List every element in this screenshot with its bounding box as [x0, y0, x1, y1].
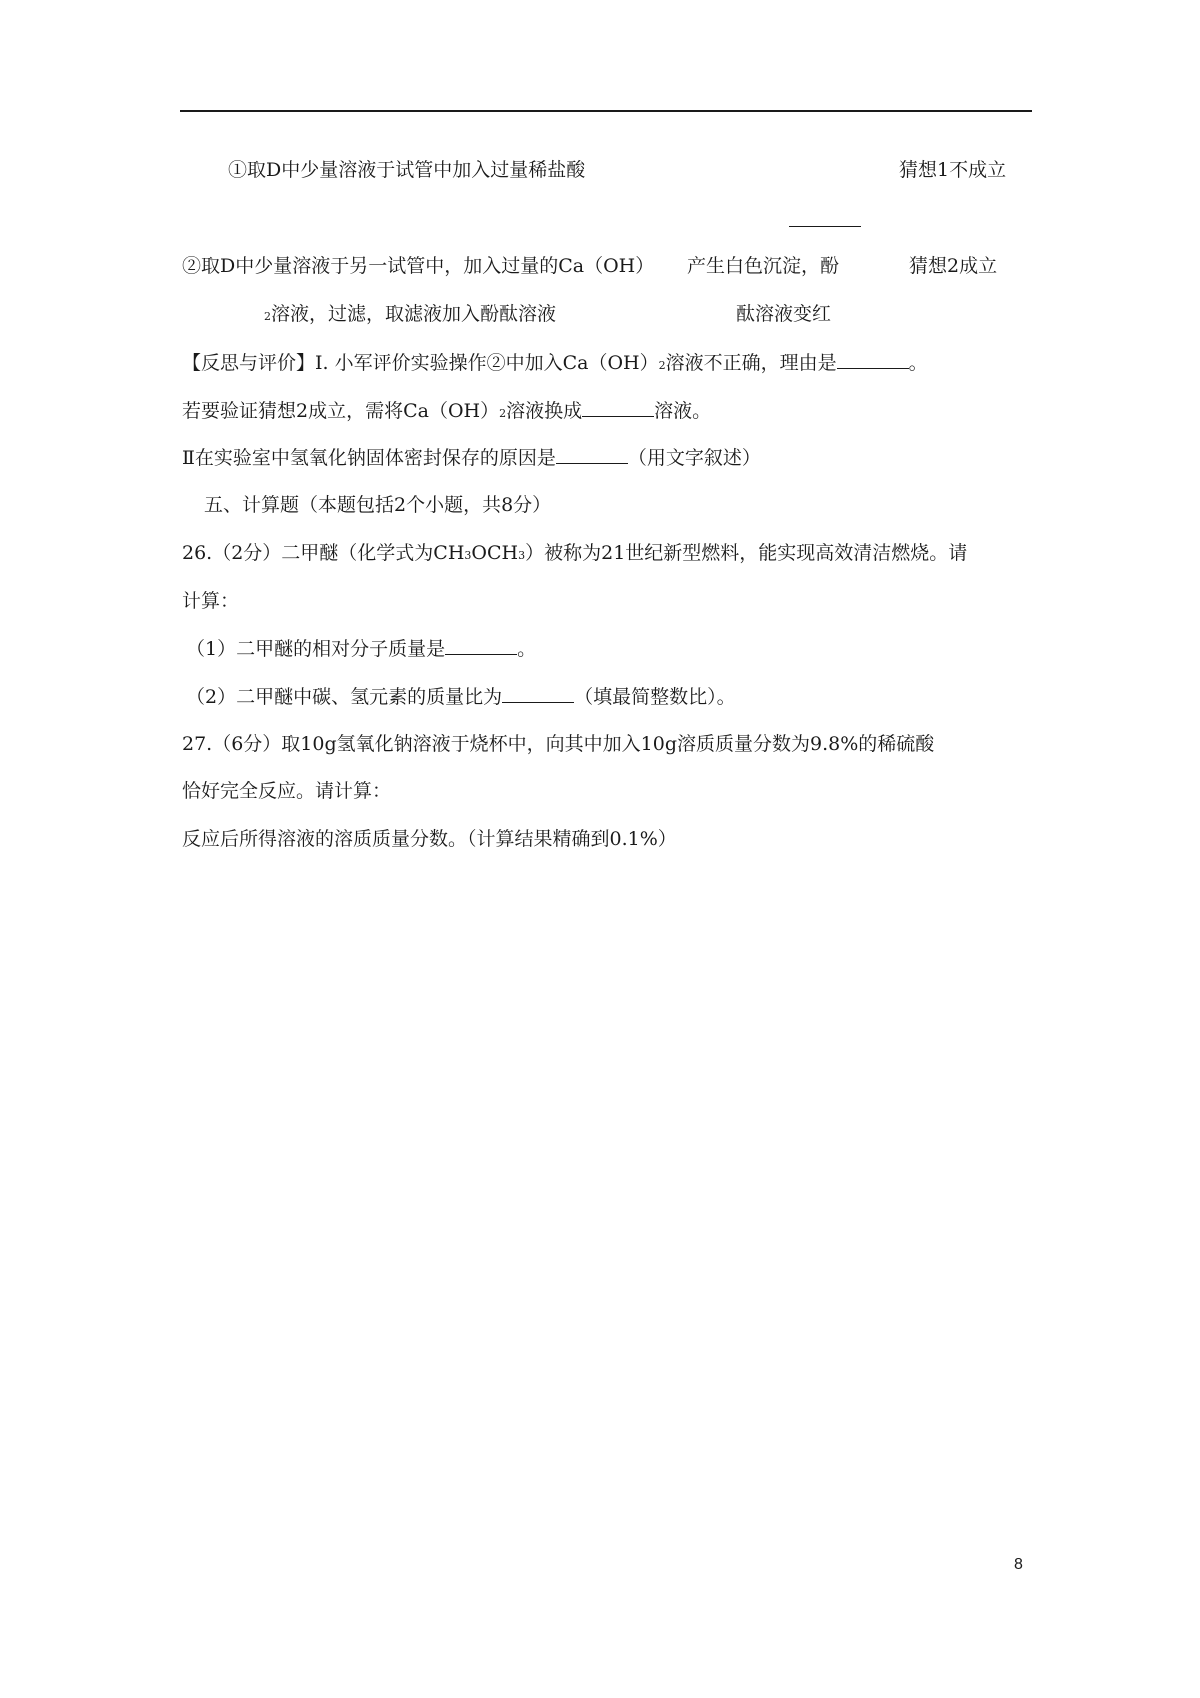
section-title: 五、计算题（本题包括2个小题，共8分）: [204, 494, 552, 516]
answer-blank: [789, 208, 861, 227]
answer-blank: [502, 684, 574, 703]
answer-blank: [556, 445, 628, 464]
row2-phenomenon-line1: 产生白色沉淀，酚: [687, 255, 840, 277]
answer-blank: [582, 398, 654, 417]
row2-phenomenon-line2: 酞溶液变红: [736, 303, 832, 325]
q26-part1: （1）二甲醚的相对分子质量是 。: [186, 638, 537, 660]
q26-line2: 计算：: [182, 590, 240, 612]
q27-line1: 27.（6分）取10g氢氧化钠溶液于烧杯中，向其中加入10g溶质质量分数为9.8%的稀硫酸: [182, 733, 935, 755]
row2-step-line1: ②取D中少量溶液于另一试管中，加入过量的Ca（OH）: [182, 255, 655, 277]
row2-conclusion: 猜想2成立: [909, 255, 998, 277]
reflection-line2: 若要验证猜想2成立，需将Ca（OH）2溶液换成 溶液。: [182, 400, 712, 422]
row1-conclusion: 猜想1不成立: [899, 159, 1007, 181]
row2-step-line2: 2溶液，过滤，取滤液加入酚酞溶液: [264, 303, 557, 325]
row1-step: ①取D中少量溶液于试管中加入过量稀盐酸: [228, 159, 586, 181]
q26-part2: （2）二甲醚中碳、氢元素的质量比为 （填最简整数比）。: [186, 686, 736, 708]
row1-phenomenon-blank: [789, 208, 861, 233]
q27-line2: 恰好完全反应。请计算：: [182, 780, 392, 802]
answer-blank: [837, 350, 909, 369]
reflection-line1: 【反思与评价】Ⅰ. 小军评价实验操作②中加入Ca（OH）2溶液不正确，理由是 。: [182, 352, 928, 374]
q27-line3: 反应后所得溶液的溶质质量分数。（计算结果精确到0.1%）: [182, 828, 677, 850]
page-number: 8: [1014, 1556, 1023, 1573]
reflection-line3: Ⅱ在实验室中氢氧化钠固体密封保存的原因是 （用文字叙述）: [182, 447, 761, 469]
header-rule: [180, 110, 1032, 112]
q26-line1: 26.（2分）二甲醚（化学式为CH3OCH3）被称为21世纪新型燃料，能实现高效清洁燃烧。请: [182, 542, 968, 564]
answer-blank: [445, 636, 517, 655]
